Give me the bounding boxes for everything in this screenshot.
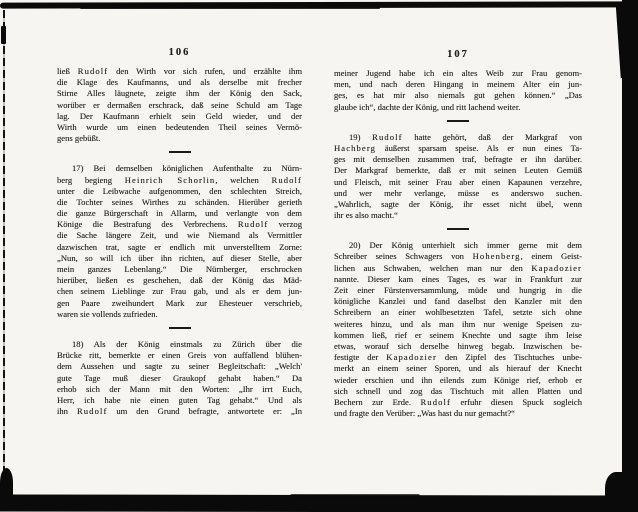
text-line: 20) Der König unterhielt sich immer gerne mit dem	[349, 240, 582, 251]
text-line: Herr, ich habe nie einen guten Tag gehabt.“ Und als	[57, 394, 302, 405]
text-line: Zeit einer Fürstenversammlung, müde und hungrig in die	[334, 285, 582, 295]
text-line: königliche Kanzlei und fand daselbst den Kanzler mit den	[334, 296, 582, 307]
text-line: gens gebüßt.	[57, 133, 101, 144]
text-line: 19) Rudolf hatte gehört, daß der Markgraf von	[349, 131, 582, 142]
text-line: ließ Rudolf den Wirth vor sich rufen, und erzählte ihm	[57, 66, 302, 76]
text-line: die ganze Bürgerschaft in Allarm, und verlangte von dem	[57, 208, 302, 219]
page-106	[57, 47, 302, 417]
text-line: wieder erschien und ihn eilends zum Könige rief, erhob er	[334, 374, 582, 385]
text-line: Schreiber seines Schwagers von Hohenberg, einem Geist-	[334, 251, 582, 262]
scan-edge-bottom-right-blob	[605, 472, 627, 504]
text-line: erhob sich der Mann mit den Worten: „Ihr irrt Euch,	[57, 383, 302, 394]
text-line: dazwischen trat, sagte er endlich mit unverstelltem Zorne:	[57, 241, 302, 252]
text-line: mein ganzes Lebenlang.“ Die Nürnberger, erschrocken	[57, 264, 302, 274]
text-line: 17) Bei demselben königlichen Aufenthalte zu Nürn-	[72, 163, 302, 174]
paragraph	[57, 339, 302, 417]
text-line: Wirth wurde um einen bedeutenden Theil seines Vermö-	[57, 121, 302, 132]
text-line: 18) Als der König einstmals zu Zürich über die	[72, 338, 302, 349]
text-line: „Nun, so will ich über ihn richten, auf dieser Stelle, aber	[57, 252, 302, 263]
scan-edge-bottom-smudge	[290, 494, 420, 498]
text-line: weiteres hinzu, und als man ihm nur wenige Speisen zu-	[334, 318, 582, 329]
text-line: ihr es also macht.“	[334, 210, 398, 221]
section-divider	[169, 327, 191, 329]
scan-fold-line	[3, 10, 5, 494]
text-line: gute Tage muß dieser Graukopf gehabt haben.“ Da	[57, 372, 302, 383]
paragraph	[334, 132, 582, 222]
page-107-text	[334, 68, 582, 419]
text-line: glaube ich“, dachte der König, und ritt lachend weiter.	[334, 101, 521, 112]
scan-edge-top-smudge	[80, 7, 380, 9]
page-106-text	[57, 66, 302, 417]
text-line: chen seinem Lieblinge zur Frau gab, und als er dem jun-	[57, 286, 302, 297]
scan-edge-right	[622, 0, 638, 502]
paragraph	[57, 66, 302, 144]
text-line: gen Paare zweihundert Mark zur Ehesteuer verschrieb,	[57, 297, 302, 308]
text-line: Könige die Bestrafung des Verbrechens. Rudolf verzog	[57, 219, 302, 230]
scan-edge-bottom-left-blob	[0, 468, 13, 500]
page-107	[334, 49, 582, 419]
text-line: unter die Leibwache aufgenommen, den schlechten Streich,	[57, 185, 302, 196]
text-line: meiner Jugend habe ich ein altes Weib zur Frau genom-	[334, 68, 582, 78]
text-line: dem Aussehen und sagte zu seiner Begleitschaft: „Welch'	[57, 361, 302, 372]
scan-edge-left-mark	[1, 26, 6, 44]
paragraph	[334, 68, 582, 113]
text-line: berg begieng Heinrich Schorlin, welchen Rudolf	[57, 174, 302, 185]
text-line: etwas, worauf sich derselbe hinweg begab. Inzwischen be-	[334, 340, 582, 351]
text-line: festigte der Kapadozier den Zipfel des Tischtuches unbe-	[334, 352, 582, 363]
text-line: kommen ließ, rief er seinem Knechte und sagte ihm leise	[334, 329, 582, 340]
page-number-left: 106	[168, 47, 191, 58]
text-line: waren sie vollends zufrieden.	[57, 308, 158, 319]
text-line: ihn Rudolf um den Grund befragte, antwortete er: „In	[57, 406, 302, 417]
text-line: und fragte den Verüber: „Was hast du nur gemacht?“	[334, 408, 515, 419]
text-line: merkt an einem seiner Sporen, und als hierauf der Knecht	[334, 363, 582, 374]
paragraph	[57, 163, 302, 320]
text-line: die Tochter seines Wirthes zu schänden. Hierüber gerieth	[57, 196, 302, 207]
text-line: Hachberg äußerst sparsam speise. Als er nun eines Ta-	[334, 142, 582, 153]
section-divider	[447, 120, 469, 122]
text-line: „Wahrlich, sagte der König, ihr esset nicht übel, wenn	[334, 198, 582, 209]
text-line: Bechern zur Erde. Rudolf erfuhr diesen Spuck sogleich	[334, 396, 582, 407]
paragraph	[334, 240, 582, 419]
text-line: Brücke ritt, bemerkte er einen Greis von auffallend blühen-	[57, 350, 302, 361]
page-number-right: 107	[447, 49, 469, 60]
text-line: lichen aus Schwaben, welchen man nur den Kapadozier	[334, 262, 582, 273]
text-line: die Sache längere Zeit, und wie Niemand als Vermittler	[57, 230, 302, 241]
text-line: und Fleisch, mit seiner Frau aber einen Kapaunen verzehre,	[334, 176, 582, 187]
text-line: worüber er dermaßen erschrack, daß seine Schuld am Tage	[57, 99, 302, 110]
text-line: nannte. Dieser kam eines Tages, es war in Frankfurt zur	[334, 273, 582, 284]
text-line: Schreibern an einer wohlbesetzten Tafel, setzte sich ohne	[334, 307, 582, 318]
section-divider	[447, 228, 469, 230]
text-line: ges mit demselben zusammen traf, befragte er ihn darüber.	[334, 154, 582, 165]
text-line: Stirne Alles läugnete, zeigte ihm der König den Sack,	[57, 88, 302, 99]
text-line: sich schnell und zog das Tischtuch mit allen Platten und	[334, 385, 582, 396]
text-line: ges, es hat mir also niemals gut gehen können.“ „Das	[334, 90, 582, 101]
section-divider	[169, 151, 191, 153]
text-line: hierüber, ließen es geschehen, daß der König das Mäd-	[57, 275, 302, 286]
text-line: men, und nach deren Hingang in meinem Alter ein jun-	[334, 79, 582, 90]
text-line: und wer mehr verlange, müsse es anderswo suchen.	[334, 187, 582, 198]
text-line: die Klage des Kaufmanns, und als derselbe mit frecher	[57, 77, 302, 88]
text-line: lag. Der Kaufmann erhielt sein Geld wieder, und der	[57, 110, 302, 121]
text-line: Der Markgraf bemerkte, daß er mit seinen Leuten Gemüß	[334, 165, 582, 176]
